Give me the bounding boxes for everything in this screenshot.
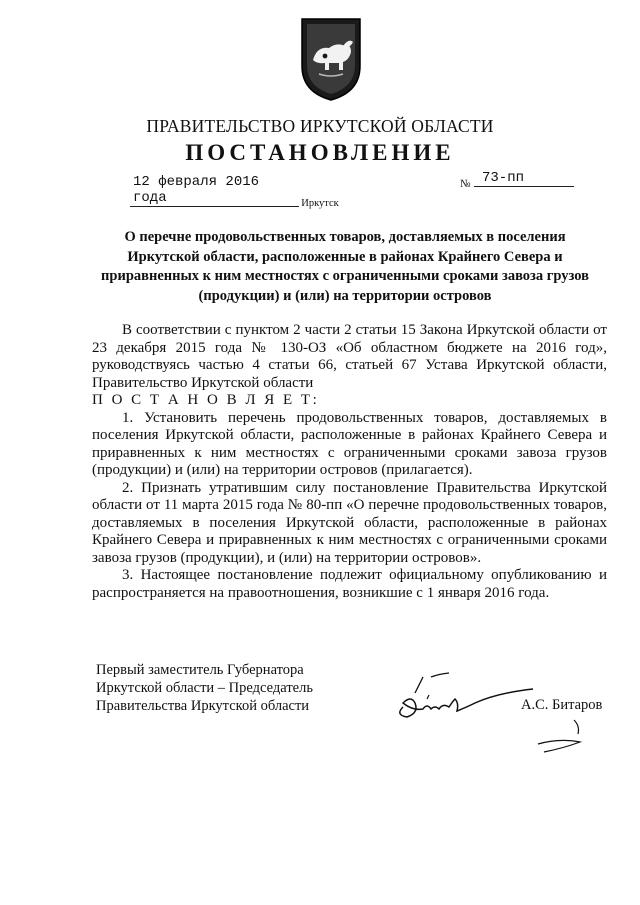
document-title: О перечне продовольственных товаров, доставляемых в поселения Иркутской области, расположенные в районах Крайнего Севера и приравненных к ним местностях с ограниченными сроками завоза грузов (продукции) и (или) на территории островов [101,229,589,304]
government-heading: ПРАВИТЕЛЬСТВО ИРКУТСКОЙ ОБЛАСТИ [146,116,494,136]
signer-name: А.С. Битаров [521,697,603,713]
signer-position-line: Иркутской области – Председатель [96,680,313,696]
preamble-paragraph: В соответствии с пунктом 2 части 2 статьи 15 Закона Иркутской области от 23 декабря 2015 года № 130-ОЗ «Об областном бюджете на 2016 год», руководствуясь частью 4 статьи 66, статьей 67 Устава Иркутской области, Правительство Иркутской области [92,322,607,391]
city-label: Иркутск [301,198,339,209]
signer-position-line: Первый заместитель Губернатора [96,662,304,678]
document-type-heading: ПОСТАНОВЛЕНИЕ [185,140,455,165]
pen-mark [530,718,590,754]
item-2-paragraph: 2. Признать утратившим силу постановление Правительства Иркутской области от 11 марта 2015 года № 80-пп «О перечне продовольственных товаров, доставляемых в поселения Иркутской области, расположенные в районах Крайнего Севера и приравненных к ним местностях с ограниченными сроками завоза грузов (продукции), и (или) на территории островов». [92,479,607,566]
resolves-line: П О С Т А Н О В Л Я Е Т: [92,392,320,408]
number-sign: № [460,178,471,190]
document-date: 12 февраля 2016 года [130,174,299,207]
signer-position-line: Правительства Иркутской области [96,698,310,714]
document-body [92,322,607,602]
signer-position [96,661,313,715]
coat-of-arms-icon [299,16,363,102]
document-number: 73-пп [474,170,574,187]
item-3-paragraph: 3. Настоящее постановление подлежит официальному опубликованию и распространяется на правоотношения, возникшие с 1 января 2016 года. [92,567,607,601]
item-1-paragraph: 1. Установить перечень продовольственных товаров, доставляемых в поселения Иркутской области, расположенные в районах Крайнего Севера и приравненных к ним местностях с ограниченными сроками завоза грузов (продукции) и (или) на территории островов (прилагается). [92,409,607,478]
